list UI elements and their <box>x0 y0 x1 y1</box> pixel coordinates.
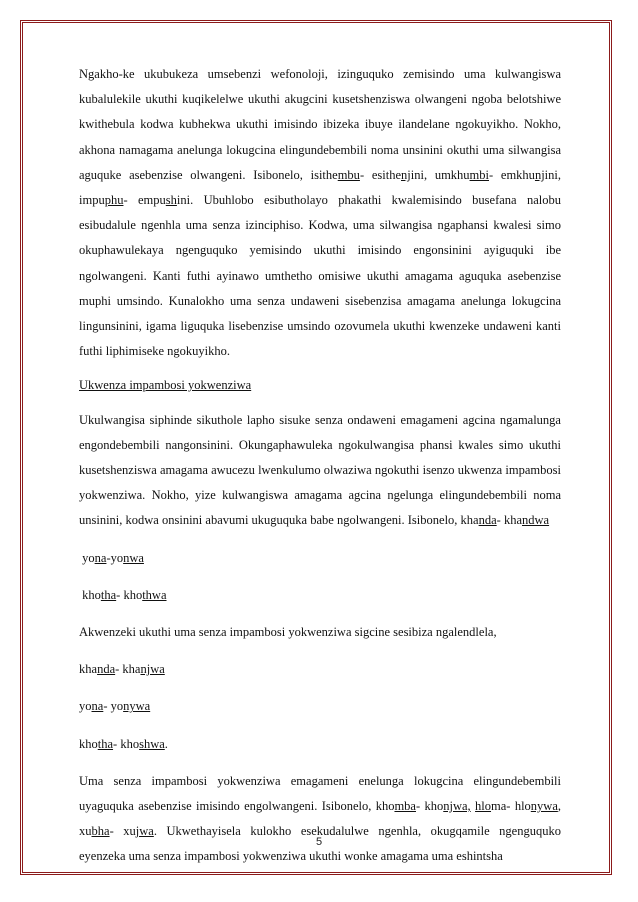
example-line: khotha- khoshwa. <box>79 736 168 751</box>
page-number: 5 <box>315 836 323 848</box>
paragraph-labials: Uma senza impambosi yokwenziwa emagameni enelunga lokugcina elingundebembili uyaguquka asebenzise imisindo engolwangeni. Isibonelo, khomba- khonjwa, hloma- hlonywa, xubha- xujwa. Ukwethayisela kulokho esekudalulwe ngenhla, okugqamile ngenguquko eyenzeka uma senza impambosi yokwenziwa ukuthi wonke amagama uma eshintsha <box>79 773 561 864</box>
example-line: yona- yonywa <box>79 699 151 714</box>
paragraph-phonology: Ngakho-ke ukubukeza umsebenzi wefonoloji, izinguquko zemisindo uma kulwangiswa kubalulekile ukuthi kuqikelelwe ukuthi akugcini kusetshenziswa olwangeni ngoba belotshiwe kwithebula kodwa kubhekwa ukuthi imisindo ibizeka ibuye ilandelane ngokuyikho. Nokho, akhona namagama anelunga lokugcina elingundebembili noma unsinini okuthi uma silwangisa aguquke asebenzise olwangeni. Isibonelo, isithembu- esithenjini, umkhumbi- emkhunjini, impuphu- empushini. Ubuhlobo esibutholayo phakathi kwalemisindo busefana nalobu esibudalule ngenhla uma senza izinciphiso. Kodwa, uma silwangisa ngaphansi kwalesi simo okuphawulekaya ngenguquko yemisindo ukuthi imisindo engonsinini ayiguquki ibe ngolwangeni. Kanti futhi ayinawo umthetho omisiwe ukuthi amagama aguquka asebenzise muphi umsindo. Kunalokho uma senza undaweni sisebenzisa amagama anelunga lokugcina lingunsinini, igama liguquka lisebenzise umsindo ozovumela ukuthi kwenzeke undaweni kanti futhi liphimiseke ngokuyikho. <box>79 67 561 359</box>
paragraph-passive: Ukulwangisa siphinde sikuthole lapho sisuke senza ondaweni emagameni agcina ngamalunga engondebembili nangonsinini. Okungaphawuleka ngokulwangisa phansi kwales simo ukuthi kusetshenziswa amagama awucezu lwenkulumo olwaziwa ngokuthi isenzo ukwenza impambosi yokwenziwa. Nokho, yize kulwangiswa amagama agcina ngelunga elingundebembili noma unsinini, kodwa onsinini abavumi ukuguquka babe ngolwangeni. Isibonelo, khanda- khandwa <box>79 412 561 528</box>
example-line: khanda- khanjwa <box>79 662 165 677</box>
document-body <box>79 62 561 870</box>
example-line: khotha- khothwa <box>79 587 167 602</box>
section-heading: Ukwenza impambosi yokwenziwa <box>79 378 252 393</box>
paragraph-not-possible: Akwenzeki ukuthi uma senza impambosi yokwenziwa sigcine sesibiza ngalendlela, <box>79 625 497 640</box>
example-line: yona-yonwa <box>79 550 144 565</box>
